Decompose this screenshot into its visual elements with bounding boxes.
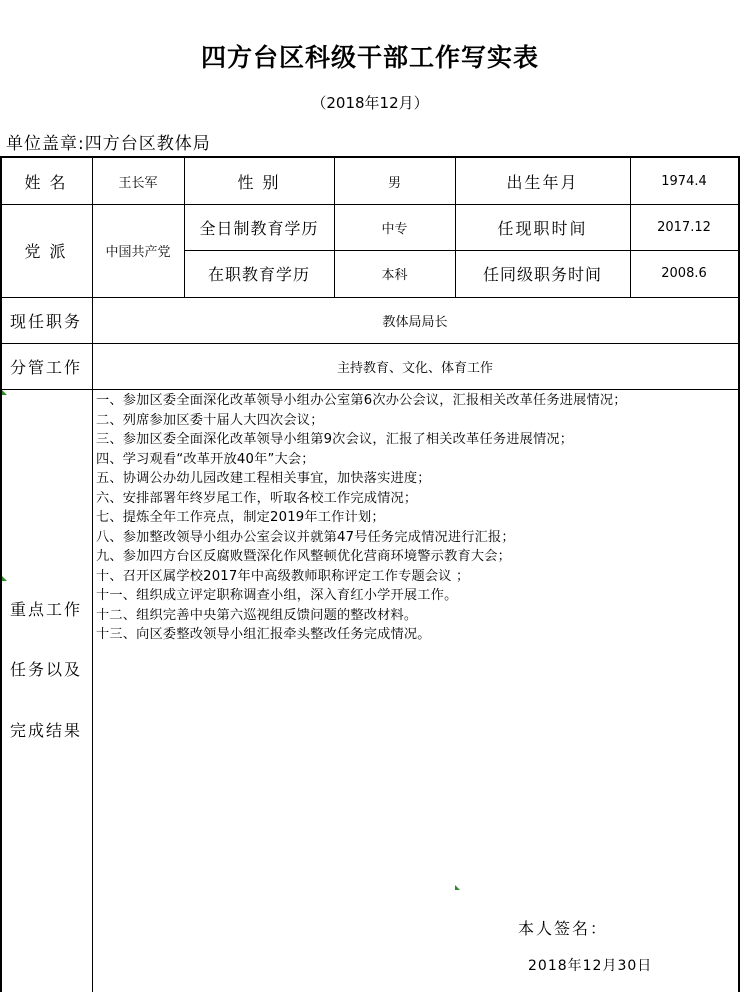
list-item: 十、召开区属学校2017年中高级教师职称评定工作专题会议 ； (96, 568, 470, 584)
list-item: 三、参加区委全面深化改革领导小组第9次会议，汇报了相关改革任务进展情况； (96, 432, 574, 447)
list-item: 八、参加整改领导小组办公室会议并就第47号任务完成情况进行汇报； (96, 529, 515, 545)
birth-label: 出生年月 (506, 172, 579, 192)
list-item: 十二、组织完善中央第六巡视组反馈问题的整改材料。 (96, 607, 418, 623)
cell-comment-marker (2, 576, 7, 581)
party-value: 中国共产党 (105, 245, 171, 260)
inservice-education-label: 在职教育学历 (207, 265, 310, 284)
page-title: 四方台区科级干部工作写实表 (200, 43, 539, 72)
key-tasks-label-line2: 任务以及 (9, 660, 82, 679)
birth-value: 1974.4 (661, 173, 707, 189)
fulltime-education-label: 全日制教育学历 (199, 218, 319, 238)
table-line (0, 389, 740, 390)
same-level-time-value: 2008.6 (661, 266, 707, 281)
name-label: 姓 名 (24, 172, 68, 192)
gender-label: 性 别 (237, 172, 281, 192)
current-post-time-value: 2017.12 (657, 219, 711, 235)
fulltime-education-value: 中专 (381, 221, 408, 237)
charge-value: 主持教育、文化、体育工作 (336, 360, 493, 376)
key-tasks-label-line1: 重点工作 (9, 600, 82, 619)
list-item: 九、参加四方台区反腐败暨深化作风整顿优化营商环境警示教育大会； (96, 549, 512, 564)
unit-stamp-label: 单位盖章:四方台区教体局 (6, 134, 211, 154)
signature-label: 本人签名： (518, 919, 609, 938)
list-item: 四、学习观看“改革开放40年”大会； (96, 451, 315, 467)
key-tasks-label-line3: 完成结果 (9, 721, 82, 740)
list-item: 五、协调公办幼儿园改建工程相关事宜，加快落实进度； (96, 471, 431, 486)
same-level-time-label: 任同级职务时间 (482, 265, 602, 284)
task-list (96, 391, 740, 645)
cell-comment-marker (2, 390, 7, 395)
list-item: 六、安排部署年终岁尾工作，听取各校工作完成情况； (96, 490, 418, 506)
list-item: 一、参加区委全面深化改革领导小组办公室第6次办公会议，汇报相关改革任务进展情况； (96, 393, 627, 408)
list-item: 十一、组织成立评定职称调查小组，深入育红小学开展工作。 (96, 588, 458, 603)
list-item: 十三、向区委整改领导小组汇报牵头整改任务完成情况。 (96, 627, 431, 642)
gender-value: 男 (387, 175, 401, 191)
inservice-education-value: 本科 (381, 268, 408, 283)
party-label: 党 派 (24, 242, 68, 261)
position-label: 现任职务 (9, 311, 82, 331)
cell-comment-marker (455, 885, 460, 890)
page-subtitle: （2018年12月） (311, 94, 429, 112)
charge-label: 分管工作 (9, 357, 82, 377)
list-item: 二、列席参加区委十届人大四次会议； (96, 412, 324, 428)
signature-date: 2018年12月30日 (528, 958, 653, 974)
name-value: 王长军 (118, 175, 158, 191)
list-item: 七、提炼全年工作亮点，制定2019年工作计划； (96, 510, 385, 525)
current-post-time-label: 任现职时间 (497, 218, 588, 238)
position-value: 教体局局长 (382, 314, 448, 330)
